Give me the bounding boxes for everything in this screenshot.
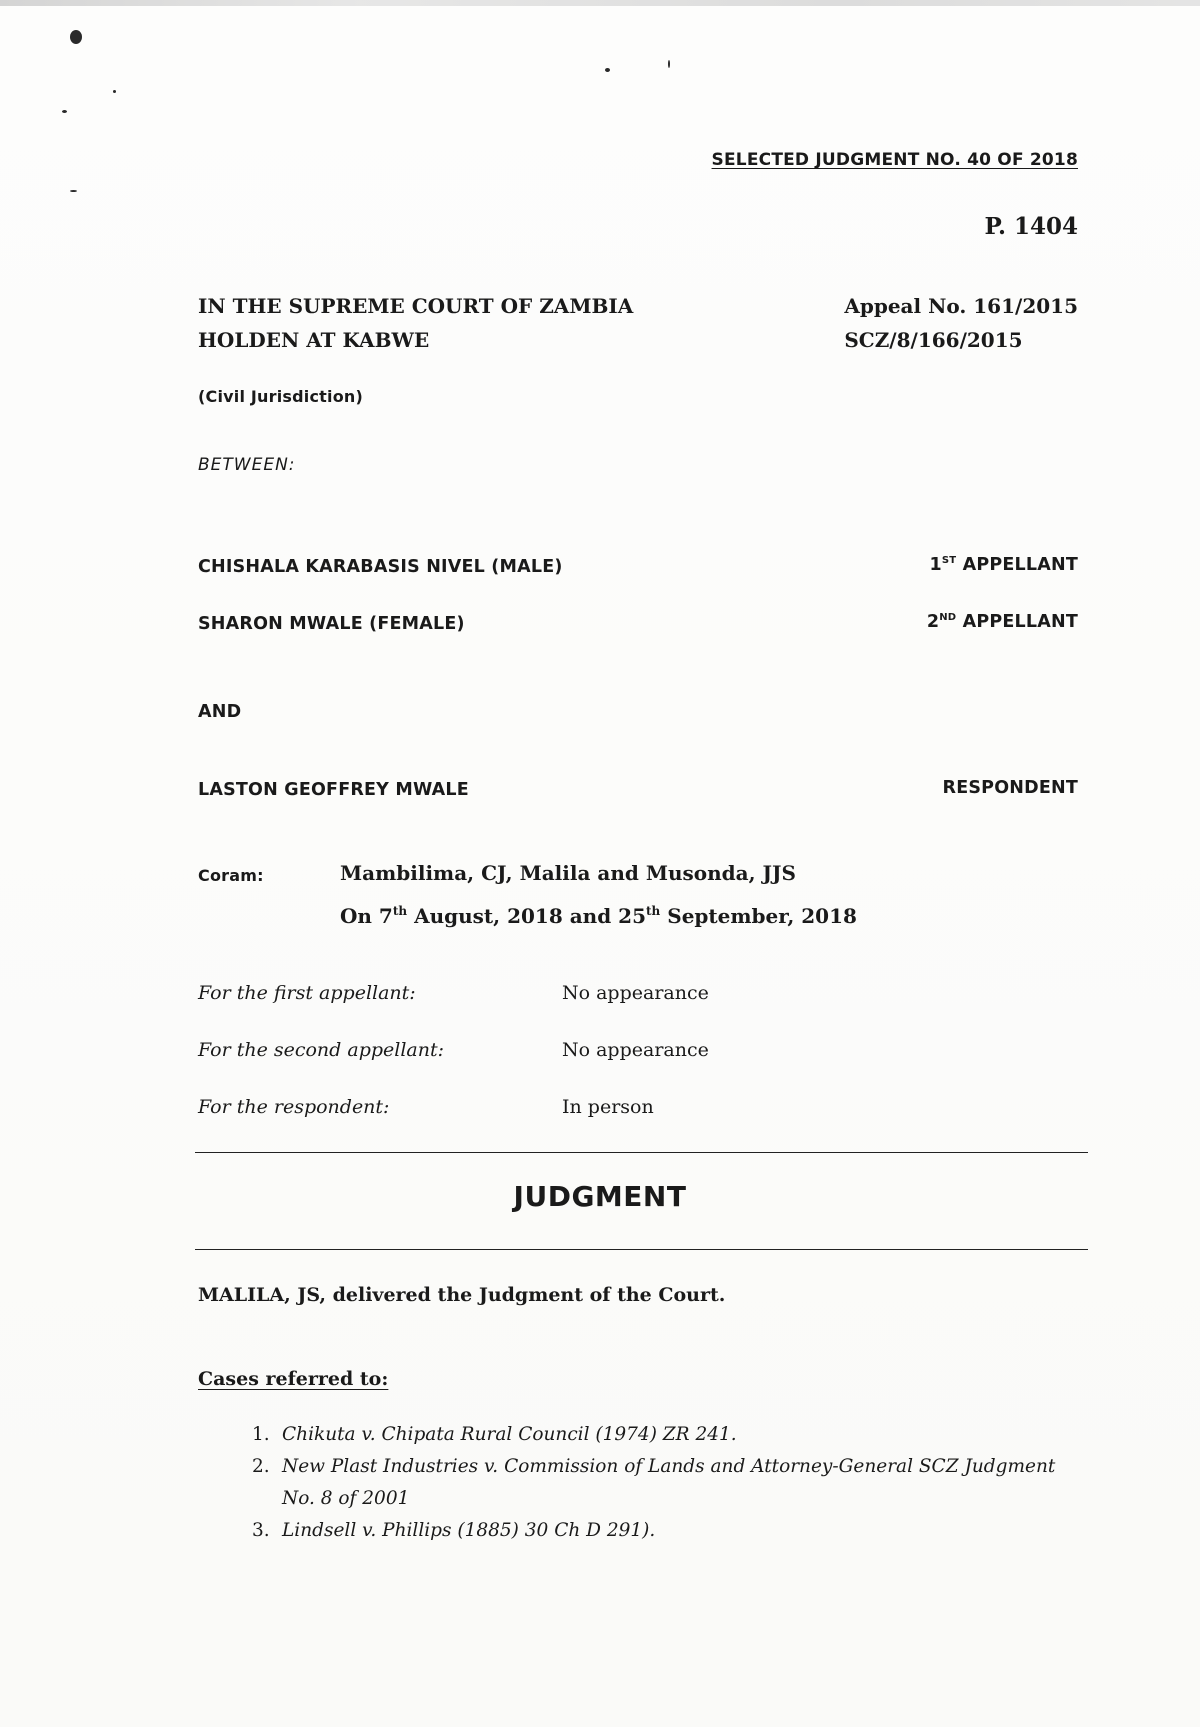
dates-suffix: September, 2018 (660, 904, 857, 928)
appellant-1-ordinal: 1 (929, 555, 942, 575)
appearance-value: No appearance (562, 982, 709, 1004)
case-citation: New Plast Industries v. Commission of Lands and Attorney-General SCZ Judgment No. 8 of 2001 (282, 1456, 1056, 1509)
appellant-1-role-label: APPELLANT (962, 555, 1078, 575)
scan-speck (62, 110, 67, 113)
list-item (252, 1515, 1092, 1547)
dates-middle: August, 2018 and 25 (407, 904, 647, 928)
case-number: 2. (252, 1456, 270, 1477)
scan-speck (70, 190, 77, 192)
appeal-reference: SCZ/8/166/2015 (844, 328, 1023, 352)
case-citation: Chikuta v. Chipata Rural Council (1974) ZR 241. (282, 1424, 737, 1445)
header-reference: SELECTED JUDGMENT NO. 40 OF 2018 (711, 150, 1078, 170)
hearing-dates (340, 904, 857, 928)
dates-prefix: On 7 (340, 904, 393, 928)
appellant-2-role-label: APPELLANT (962, 612, 1078, 632)
appellant-1-name: CHISHALA KARABASIS NIVEL (MALE) (198, 557, 563, 577)
between-label: BETWEEN: (198, 455, 296, 475)
appeal-block (844, 289, 1078, 357)
dates-sup-1: th (392, 904, 408, 918)
list-item (252, 1451, 1092, 1515)
delivered-by: MALILA, JS, delivered the Judgment of the Court. (198, 1284, 726, 1306)
cases-list (252, 1419, 1092, 1547)
dates-sup-2: th (646, 904, 661, 918)
divider-bottom (195, 1249, 1088, 1250)
scan-edge (0, 0, 1200, 6)
respondent-name: LASTON GEOFFREY MWALE (198, 780, 469, 800)
respondent-role: RESPONDENT (942, 778, 1078, 798)
case-number: 1. (252, 1424, 270, 1445)
coram-judges: Mambilima, CJ, Malila and Musonda, JJS (340, 861, 796, 885)
scan-speck (113, 90, 116, 93)
appearance-label: For the respondent: (198, 1096, 390, 1118)
appearance-value: In person (562, 1096, 654, 1118)
appellant-2-role (927, 612, 1078, 632)
appellant-2-ordinal: 2 (926, 612, 940, 632)
and-label: AND (198, 702, 242, 722)
appellant-1-ordinal-suffix: ST (941, 555, 957, 566)
court-block (198, 289, 633, 357)
cases-heading: Cases referred to: (198, 1368, 389, 1390)
scan-speck (605, 68, 610, 72)
appellant-2-ordinal-suffix: ND (939, 612, 957, 623)
jurisdiction: (Civil Jurisdiction) (198, 387, 363, 406)
scan-speck (70, 30, 82, 44)
appellant-2-name: SHARON MWALE (FEMALE) (198, 614, 465, 634)
page-number: P. 1404 (984, 213, 1078, 240)
list-item (252, 1419, 1092, 1451)
divider-top (195, 1152, 1088, 1153)
appearance-label: For the first appellant: (198, 982, 416, 1004)
case-number: 3. (252, 1520, 270, 1541)
appearance-value: No appearance (562, 1039, 709, 1061)
judgment-title: JUDGMENT (513, 1180, 687, 1213)
appeal-number: Appeal No. 161/2015 (844, 294, 1078, 318)
court-location: HOLDEN AT KABWE (198, 328, 430, 352)
appearance-label: For the second appellant: (198, 1039, 445, 1061)
scan-speck (668, 60, 670, 68)
court-name: IN THE SUPREME COURT OF ZAMBIA (198, 294, 634, 318)
appellant-1-role (929, 555, 1078, 575)
coram-label: Coram: (198, 866, 264, 885)
case-citation: Lindsell v. Phillips (1885) 30 Ch D 291). (282, 1520, 656, 1541)
